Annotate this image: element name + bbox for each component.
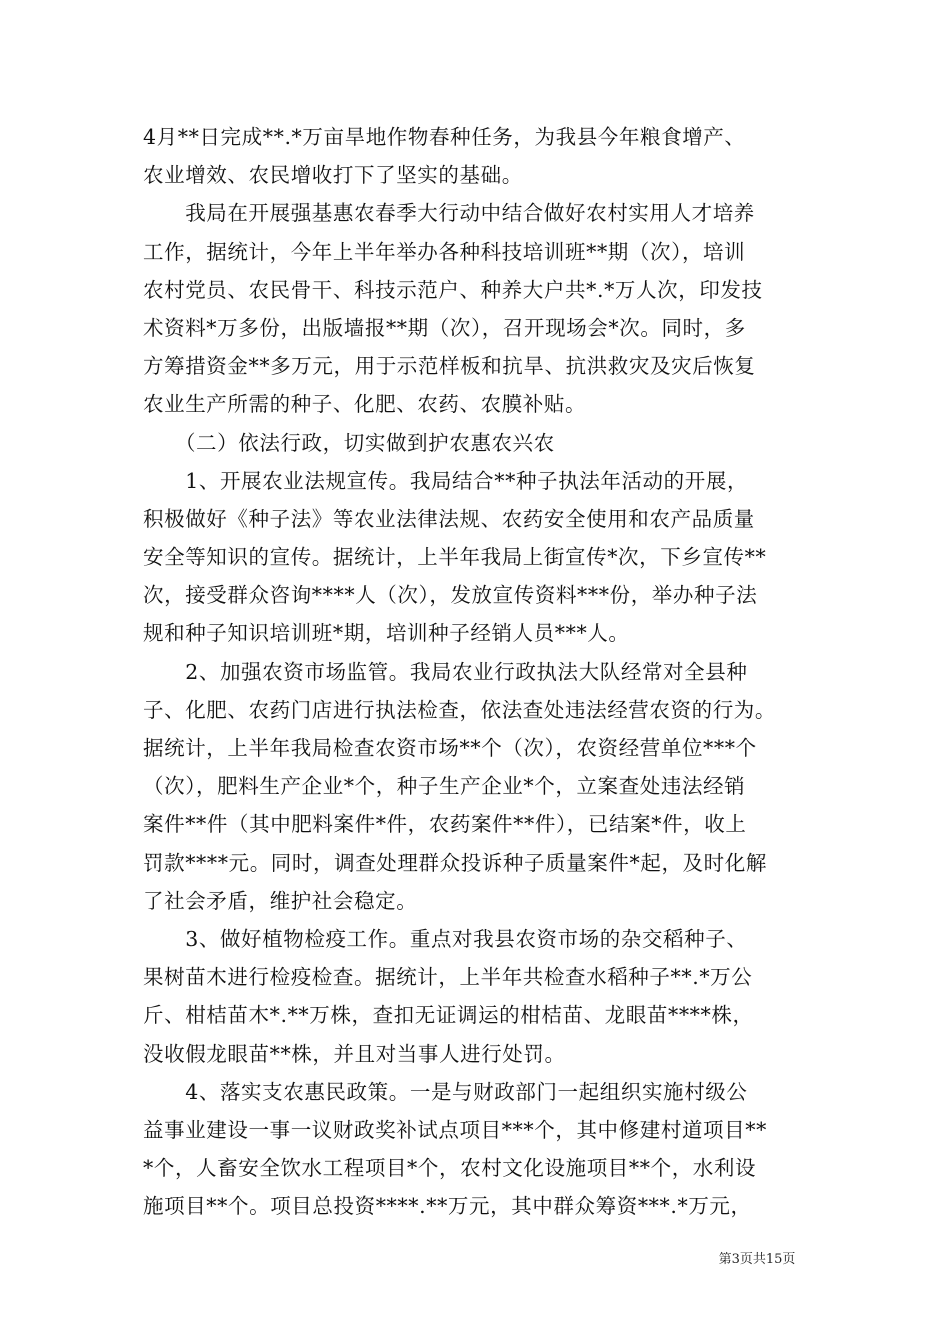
section-heading: （二）依法行政，切实做到护农惠农兴农 (143, 430, 555, 455)
document-body (143, 118, 808, 1225)
text-line: 果树苗木进行检疫检查。据统计，上半年共检查水稻种子**.*万公 (143, 965, 753, 990)
text-line: 4月**日完成**.*万亩旱地作物春种任务，为我县今年粮食增产、 (143, 125, 746, 149)
text-line: 2、加强农资市场监管。我局农业行政执法大队经常对全县种 (143, 659, 748, 684)
text-line: 1、开展农业法规宣传。我局结合**种子执法年活动的开展， (143, 468, 749, 493)
text-line: 施项目**个。项目总投资****.**万元，其中群众筹资***.*万元， (143, 1194, 752, 1219)
text-line: 益事业建设一事一议财政奖补试点项目***个，其中修建村道项目** (143, 1117, 767, 1142)
text-line: *个，人畜安全饮水工程项目*个，农村文化设施项目**个，水利设 (143, 1156, 757, 1181)
text-line: 次，接受群众咨询****人（次），发放宣传资料***份，举办种子法 (143, 583, 758, 608)
text-line: 子、化肥、农药门店进行执法检查，依法查处违法经营农资的行为。 (143, 697, 776, 722)
text-line: 积极做好《种子法》等农业法律法规、农药安全使用和农产品质量 (143, 506, 755, 531)
text-line: 斤、柑桔苗木*.**万株，查扣无证调运的柑桔苗、龙眼苗****株， (143, 1003, 754, 1028)
text-line: 农村党员、农民骨干、科技示范户、种养大户共*.*万人次，印发技 (143, 277, 763, 302)
text-line: 没收假龙眼苗**株，并且对当事人进行处罚。 (143, 1041, 566, 1066)
text-line: 我局在开展强基惠农春季大行动中结合做好农村实用人才培养 (143, 201, 755, 226)
text-line: 农业增效、农民增收打下了坚实的基础。 (143, 163, 523, 188)
text-line: （次），肥料生产企业*个，种子生产企业*个，立案查处违法经销 (143, 774, 746, 799)
text-line: 规和种子知识培训班*期，培训种子经销人员***人。 (143, 621, 630, 646)
text-line: 案件**件（其中肥料案件*件，农药案件**件），已结案*件，收上 (143, 812, 747, 837)
page-footer (0, 1248, 950, 1267)
text-line: 4、落实支农惠民政策。一是与财政部门一起组织实施村级公 (143, 1079, 748, 1104)
text-line: 据统计，上半年我局检查农资市场**个（次），农资经营单位***个 (143, 736, 757, 760)
text-line: 农业生产所需的种子、化肥、农药、农膜补贴。 (143, 392, 587, 417)
text-line: 方筹措资金**多万元，用于示范样板和抗旱、抗洪救灾及灾后恢复 (143, 354, 756, 379)
text-line: 罚款****元。同时，调查处理群众投诉种子质量案件*起，及时化解 (143, 850, 767, 875)
text-line: 3、做好植物检疫工作。重点对我县农资市场的杂交稻种子、 (143, 926, 748, 951)
text-line: 工作，据统计，今年上半年举办各种科技培训班**期（次），培训 (143, 239, 746, 264)
text-line: 了社会矛盾，维护社会稳定。 (143, 888, 418, 913)
page-number: 第3页共15页 (718, 1252, 796, 1267)
text-line: 术资料*万多份，出版墙报**期（次），召开现场会*次。同时，多 (143, 315, 746, 340)
text-line: 安全等知识的宣传。据统计，上半年我局上街宣传*次，下乡宣传** (143, 545, 767, 570)
